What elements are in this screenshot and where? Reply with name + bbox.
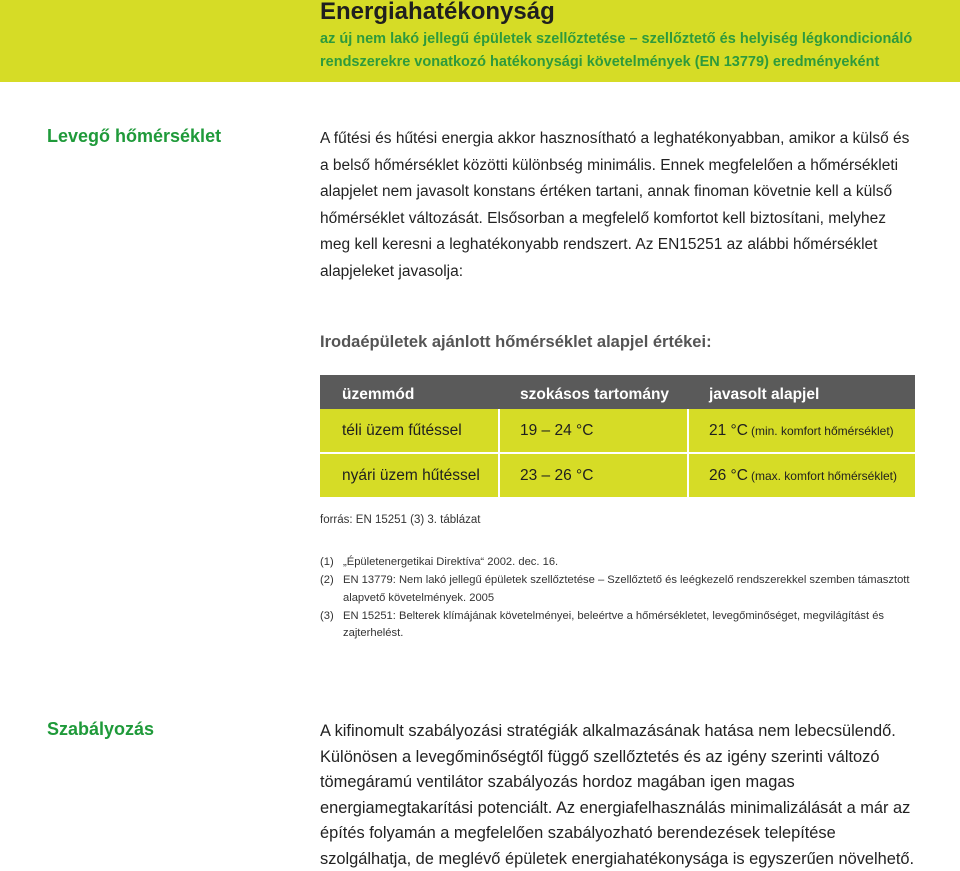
table-row — [320, 409, 915, 452]
reference-item — [320, 554, 920, 572]
reference-text: „Épületenergetikai Direktíva“ 2002. dec. 16. — [343, 556, 559, 568]
table-row — [320, 454, 915, 497]
table-cell-value — [689, 409, 915, 452]
table-cell-range: 19 – 24 °C — [500, 409, 687, 452]
setpoint-note: (min. komfort hőmérséklet) — [750, 423, 894, 438]
setpoint-value: 26 °C — [709, 466, 748, 484]
setpoint-value: 21 °C — [709, 421, 748, 439]
table-header-cell: üzemmód — [342, 386, 415, 403]
section-text-levego: A fűtési és hűtési energia akkor hasznosítható a leghatékonyabban, amikor a külső és a belső hőmérséklet közötti különbség minimális. Ennek megfelelően a hőmérsékleti alapjelet nem javasolt konstans értéken tartani, annak finoman követnie kell a külső hőmérséklet változását. Elsősorban a megfelelő komfortot kell biztosítani, melyhez meg kell keresni a leghatékonyabb rendszert. Az EN15251 az alábbi hőmérséklet alapjeleket javasolja: — [320, 130, 910, 280]
table-header-row — [320, 375, 915, 409]
reference-number: (1) — [320, 556, 334, 568]
page-subtitle: az új nem lakó jellegű épületek szellőztetése – szellőztető és helyiség légkondicionáló rendszerekre vonatkozó hatékonysági követelmények (EN 13779) eredményeként — [320, 31, 913, 70]
table-cell-mode: nyári üzem hűtéssel — [320, 454, 498, 497]
setpoint-table — [320, 375, 915, 497]
reference-number: (2) — [320, 574, 334, 586]
reference-number: (3) — [320, 609, 334, 622]
reference-list — [320, 554, 920, 643]
section-label-levego: Levegő hőmérséklet — [47, 126, 222, 146]
table-cell-value — [689, 454, 915, 497]
table-cell-range: 23 – 26 °C — [500, 454, 687, 497]
table-source: forrás: EN 15251 (3) 3. táblázat — [320, 514, 481, 526]
table-cell-mode: téli üzem fűtéssel — [320, 409, 498, 452]
reference-text: EN 15251: Belterek klímájának követelményei, beleértve a hőmérsékletet, levegőminőséget, megvilágítást és zajterhelést. — [343, 609, 885, 639]
reference-item — [320, 572, 920, 607]
table-title: Irodaépületek ajánlott hőmérséklet alapjel értékei: — [320, 333, 712, 351]
page-title: Energiahatékonyság — [320, 0, 555, 25]
table-header-cell: szokásos tartomány — [520, 386, 670, 403]
reference-text: EN 13779: Nem lakó jellegű épületek szellőztetése – Szellőztető és leégkezelő rendszerekkel szemben támasztott alapvető követelmények. 2005 — [343, 574, 910, 604]
header-band — [0, 0, 960, 82]
table-header-cell: javasolt alapjel — [709, 386, 820, 403]
section-label-szabalyozas: Szabályozás — [47, 719, 155, 739]
setpoint-note: (max. komfort hőmérséklet) — [750, 468, 897, 483]
reference-item — [320, 608, 920, 643]
section-text-szabalyozas: A kifinomult szabályozási stratégiák alkalmazásának hatása nem lebecsülendő. Különösen a levegőminőségtől függő szellőztetés és az igény szerinti változó tömegáramú ventilátor szabályozás hordoz magában igen magas energiamegtakarítási potenciált. Az energiafelhasználás minimalizálását a már az építés folyamán a megfelelően szabályozható berendezések telepítése szolgálhatja, de meglévő épületek energiahatékonysága is egyszerűen növelhető. — [320, 722, 915, 868]
